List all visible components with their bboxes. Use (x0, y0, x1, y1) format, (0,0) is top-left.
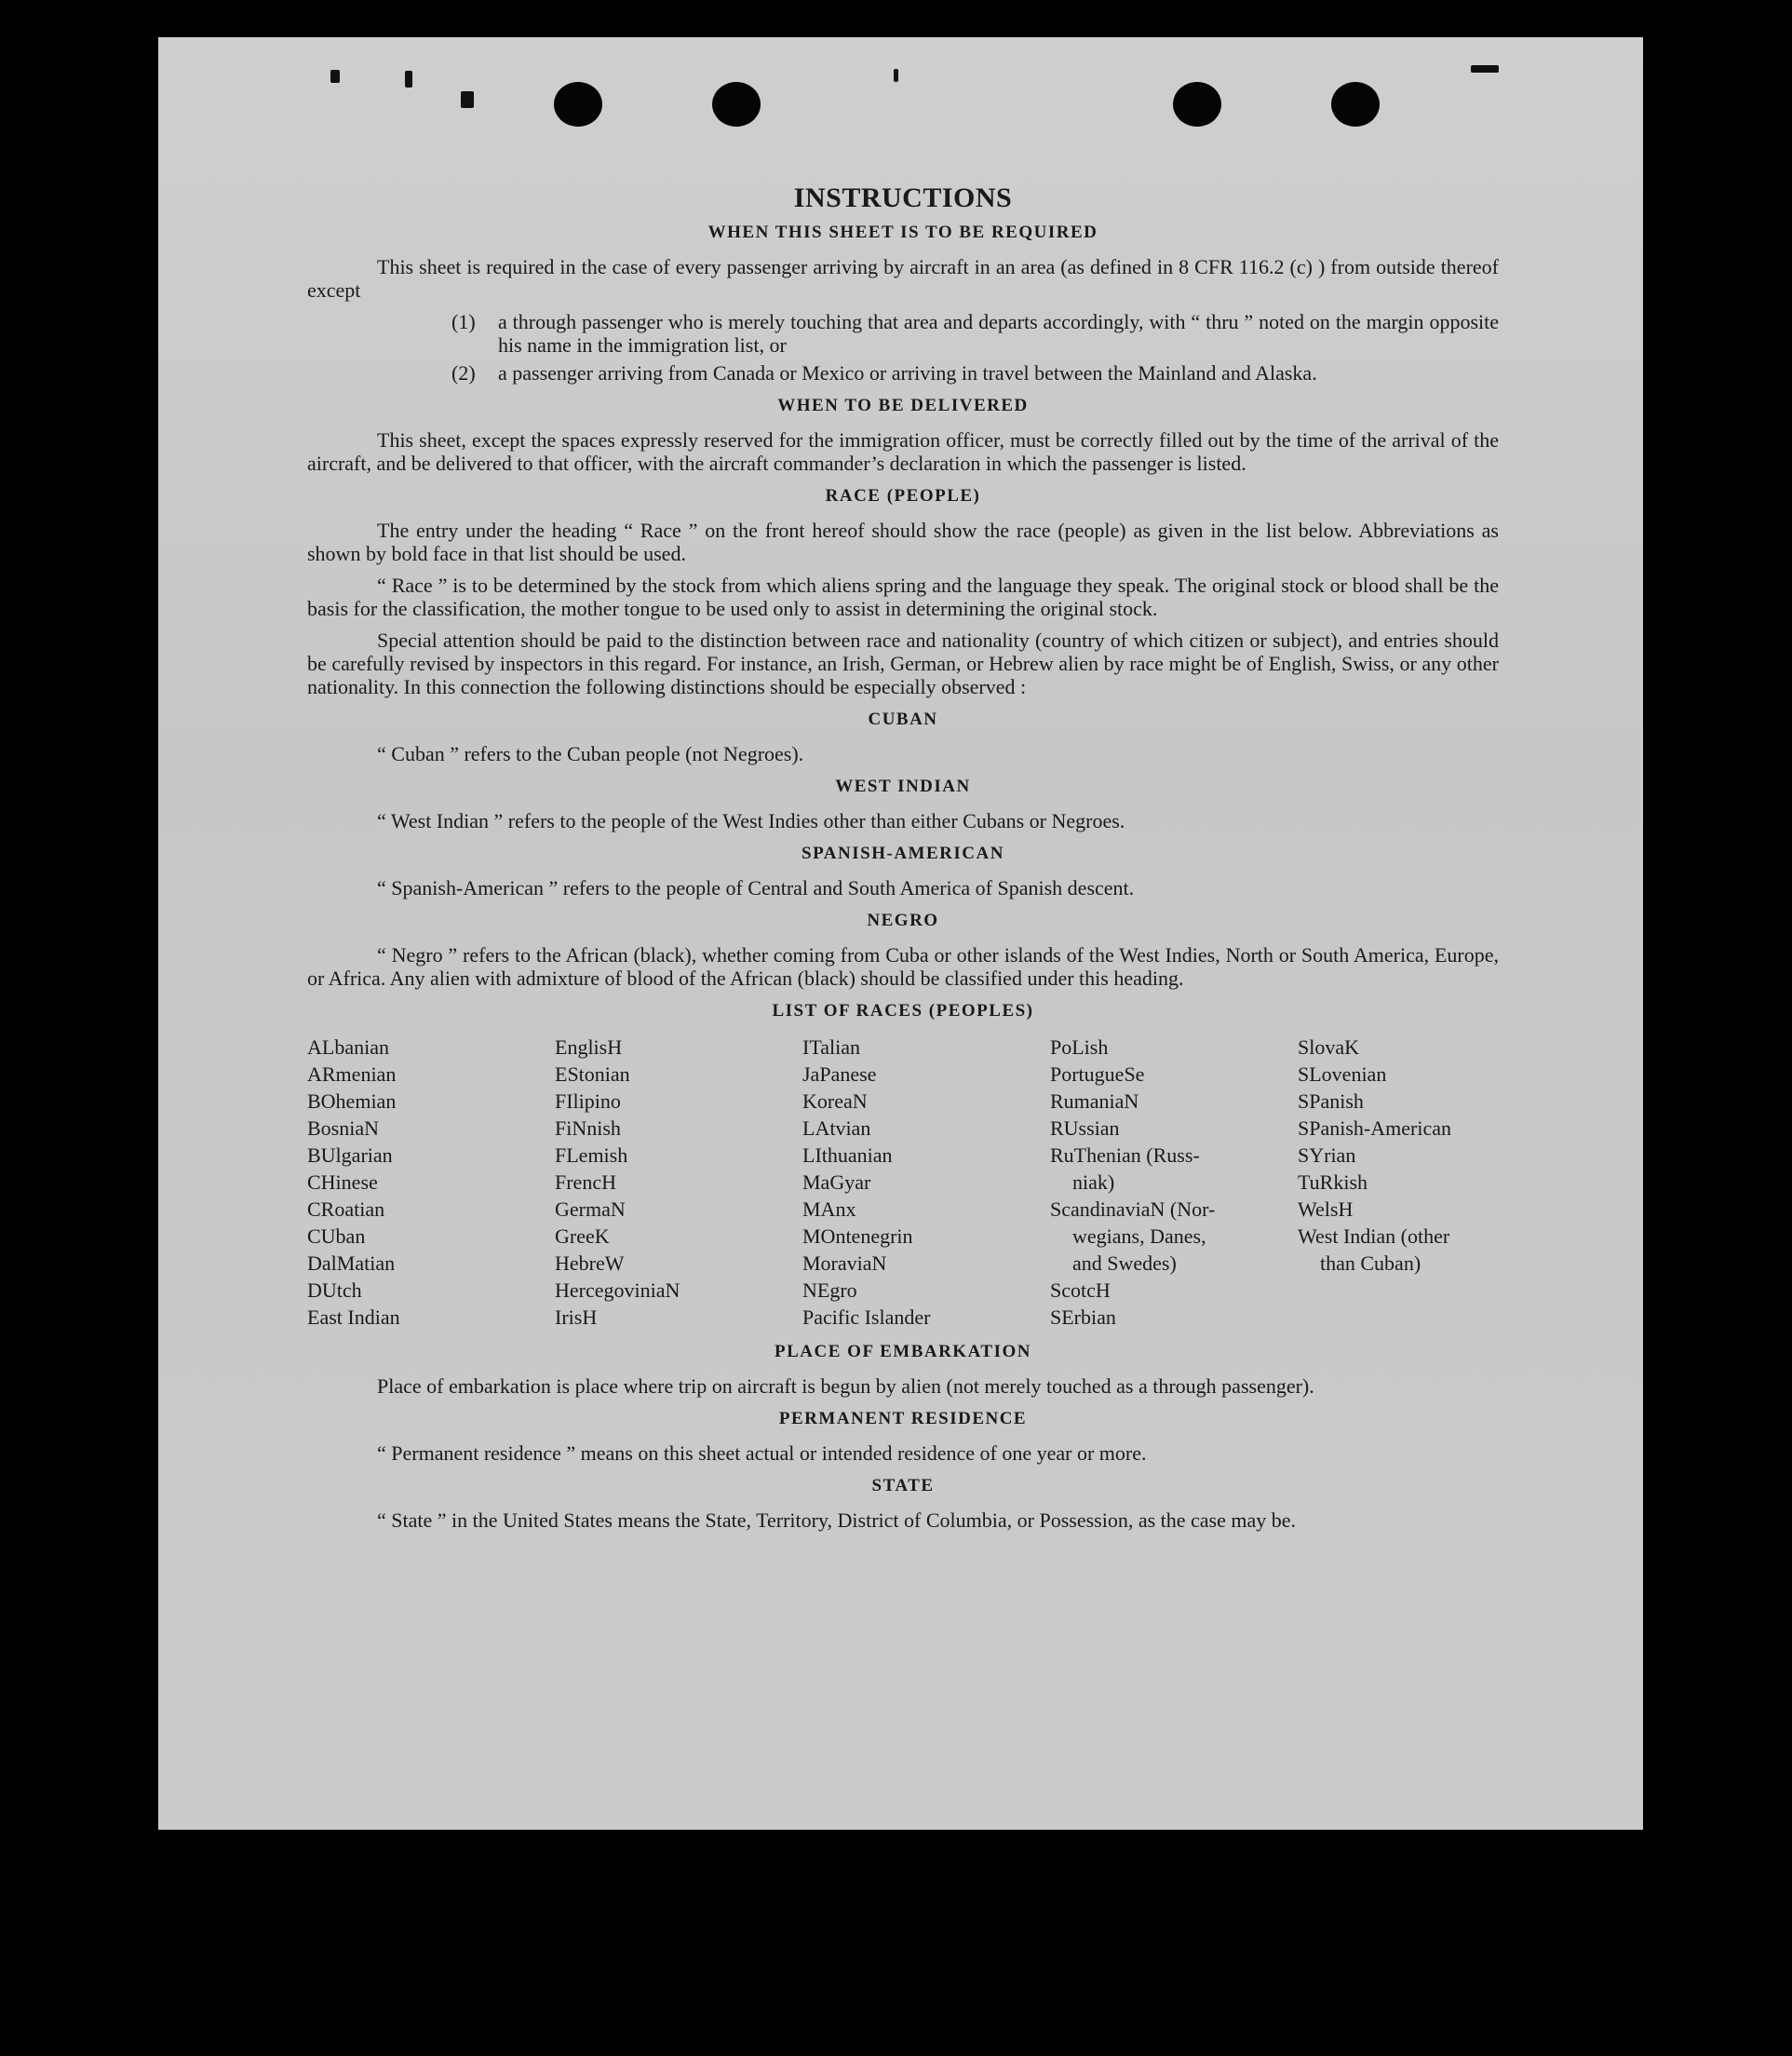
race-entry: DUtch (307, 1278, 362, 1302)
item-text: a passenger arriving from Canada or Mexico or arriving in travel between the Mainland and Alaska. (498, 361, 1317, 385)
race-entry: FiNnish (555, 1116, 621, 1140)
ink-speck (894, 69, 898, 82)
race-entry: HebreW (555, 1251, 625, 1275)
race-entry: SPanish-American (1298, 1116, 1451, 1140)
race-entry: SlovaK (1298, 1035, 1359, 1059)
race-paragraph: “ Race ” is to be determined by the stock from which aliens spring and the language they speak. The original stock or blood shall be the basis for the classification, the mother tongue to be used only to assist in determining the original stock. (307, 574, 1499, 620)
race-entry: FIlipino (555, 1089, 621, 1113)
races-column (1050, 1034, 1298, 1331)
list-item (307, 361, 1499, 385)
race-entry: CRoatian (307, 1197, 385, 1221)
delivered-text: This sheet, except the spaces expressly reserved for the immigration officer, must be correctly filled out by the time of the arrival of the aircraft, and be delivered to that officer, with the aircraft commander’s declaration in which the passenger is listed. (307, 428, 1499, 475)
section-heading-delivered: WHEN TO BE DELIVERED (777, 396, 1029, 415)
residence-text: “ Permanent residence ” means on this sheet actual or intended residence of one year or more. (377, 1441, 1147, 1465)
race-entry: wegians, Danes, (1072, 1224, 1206, 1248)
race-entry: SPanish (1298, 1089, 1364, 1113)
race-paragraph: Special attention should be paid to the distinction between race and nationality (country of which citizen or subject), and entries should be carefully revised by inspectors in this regard. For instance, an Irish, German, or Hebrew alien by race might be of English, Swiss, or any other nationality. In this connection the following distinctions should be especially observed : (307, 629, 1499, 698)
race-entry: RumaniaN (1050, 1089, 1139, 1113)
race-entry: ScotcH (1050, 1278, 1111, 1302)
section-heading-west-indian: WEST INDIAN (835, 777, 971, 796)
races-column (1298, 1034, 1545, 1331)
section-heading-residence: PERMANENT RESIDENCE (778, 1409, 1028, 1428)
ink-speck (1471, 65, 1499, 73)
west-indian-text: “ West Indian ” refers to the people of the West Indies other than either Cubans or Negroes. (377, 809, 1125, 832)
race-entry: GermaN (555, 1197, 626, 1221)
item-text: a through passenger who is merely touching that area and departs accordingly, with “ thru ” noted on the margin opposite his name in the immigration list, or (498, 310, 1499, 357)
race-entry: FrencH (555, 1170, 616, 1194)
section-heading-race: RACE (PEOPLE) (825, 486, 981, 506)
race-entry (1298, 1277, 1545, 1304)
document-sheet (158, 37, 1643, 1830)
punch-hole (1331, 82, 1380, 127)
spanish-american-text: “ Spanish-American ” refers to the people of Central and South America of Spanish descent. (377, 876, 1135, 900)
race-entry: LIthuanian (802, 1143, 893, 1167)
race-entry: FLemish (555, 1143, 628, 1167)
race-entry: ARmenian (307, 1062, 397, 1086)
embarkation-text: Place of embarkation is place where trip on aircraft is begun by alien (not merely touched as a through passenger). (377, 1374, 1314, 1398)
race-entry: HercegoviniaN (555, 1278, 680, 1302)
ink-speck (461, 91, 474, 108)
section-heading-state: STATE (871, 1476, 935, 1495)
race-entry: MAnx (802, 1197, 856, 1221)
race-paragraph: The entry under the heading “ Race ” on the front hereof should show the race (people) as given in the list below. Abbreviations as shown by bold face in that list should be used. (307, 519, 1499, 565)
race-entry: SLovenian (1298, 1062, 1387, 1086)
race-entry: MoraviaN (802, 1251, 887, 1275)
race-entry: JaPanese (802, 1062, 877, 1086)
item-number: (1) (451, 310, 476, 333)
race-entry: EnglisH (555, 1035, 623, 1059)
race-entry: IrisH (555, 1305, 598, 1329)
section-heading-required: WHEN THIS SHEET IS TO BE REQUIRED (707, 223, 1098, 242)
section-heading-races-list: LIST OF RACES (PEOPLES) (772, 1001, 1034, 1021)
state-text: “ State ” in the United States means the State, Territory, District of Columbia, or Possession, as the case may be. (377, 1508, 1297, 1532)
race-entry: TuRkish (1298, 1170, 1368, 1194)
item-number: (2) (451, 361, 476, 385)
race-entry: ALbanian (307, 1035, 389, 1059)
race-entry: SErbian (1050, 1305, 1116, 1329)
race-entry: MaGyar (802, 1170, 871, 1194)
races-column (802, 1034, 1050, 1331)
section-heading-spanish-american: SPANISH-AMERICAN (802, 844, 1004, 863)
race-entry: CUban (307, 1224, 366, 1248)
race-entry: ScandinaviaN (Nor- (1050, 1197, 1216, 1221)
race-entry: ITalian (802, 1035, 860, 1059)
section-heading-embarkation: PLACE OF EMBARKATION (775, 1342, 1031, 1361)
race-entry: East Indian (307, 1305, 400, 1329)
race-entry (1298, 1304, 1545, 1331)
race-entry: LAtvian (802, 1116, 871, 1140)
race-entry: than Cuban) (1320, 1251, 1421, 1275)
race-entry: CHinese (307, 1170, 378, 1194)
list-item (307, 310, 1499, 357)
punch-hole (554, 82, 602, 127)
race-entry: Pacific Islander (802, 1305, 931, 1329)
race-entry: West Indian (other (1298, 1224, 1450, 1248)
race-entry: PortugueSe (1050, 1062, 1145, 1086)
race-entry: SYrian (1298, 1143, 1356, 1167)
ink-speck (330, 70, 340, 83)
race-entry: KoreaN (802, 1089, 868, 1113)
race-entry: BOhemian (307, 1089, 397, 1113)
races-column (307, 1034, 555, 1331)
ink-speck (405, 71, 412, 88)
race-entry: BUlgarian (307, 1143, 393, 1167)
cuban-text: “ Cuban ” refers to the Cuban people (not Negroes). (377, 742, 804, 765)
races-list (307, 1034, 1499, 1331)
race-entry: DalMatian (307, 1251, 396, 1275)
section-heading-negro: NEGRO (867, 911, 939, 930)
race-entry: WelsH (1298, 1197, 1354, 1221)
race-entry: PoLish (1050, 1035, 1109, 1059)
negro-text: “ Negro ” refers to the African (black), whether coming from Cuba or other islands of the West Indies, North or South America, Europe, or Africa. Any alien with admixture of blood of the African (black) should be classified under this heading. (307, 943, 1499, 990)
race-entry: BosniaN (307, 1116, 379, 1140)
punch-hole (1173, 82, 1221, 127)
section-heading-cuban: CUBAN (868, 710, 938, 729)
race-entry: niak) (1072, 1170, 1115, 1194)
punch-hole (712, 82, 761, 127)
race-entry: EStonian (555, 1062, 630, 1086)
race-entry: RuThenian (Russ- (1050, 1143, 1200, 1167)
required-intro: This sheet is required in the case of every passenger arriving by aircraft in an area (as defined in 8 CFR 116.2 (c) ) from outside thereof except (307, 255, 1499, 302)
race-entry: and Swedes) (1072, 1251, 1177, 1275)
race-entry: MOntenegrin (802, 1224, 913, 1248)
race-entry: NEgro (802, 1278, 857, 1302)
race-entry: RUssian (1050, 1116, 1120, 1140)
race-entry: GreeK (555, 1224, 610, 1248)
instructions-body (307, 149, 1499, 1540)
page-title: INSTRUCTIONS (793, 183, 1013, 213)
races-column (555, 1034, 802, 1331)
